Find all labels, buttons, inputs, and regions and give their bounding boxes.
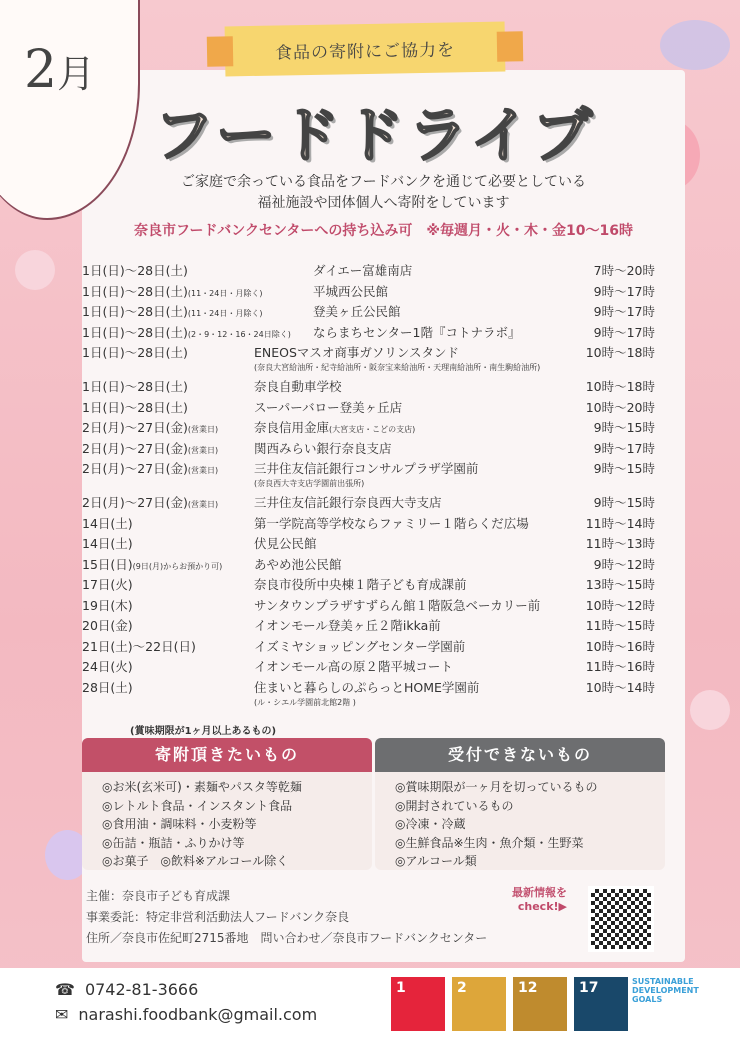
schedule-venue: 三井住友信託銀行コンサルプラザ学園前 (奈良西大寺支店学園前出張所) xyxy=(254,461,479,488)
schedule-date: 2日(月)〜27日(金)(営業日) xyxy=(82,495,219,510)
schedule-time: 10時〜20時 xyxy=(585,399,655,415)
wanted-box xyxy=(82,738,372,870)
schedule-time: 11時〜14時 xyxy=(585,515,655,531)
schedule-row xyxy=(82,617,655,638)
schedule-date: 1日(日)〜28日(土)(11・24日・月除く) xyxy=(82,283,263,299)
schedule-time: 9時〜17時 xyxy=(593,324,655,340)
schedule-venue: 登美ヶ丘公民館 xyxy=(313,304,401,319)
schedule-time: 11時〜13時 xyxy=(585,536,655,551)
mail-icon: ✉ xyxy=(55,1005,69,1024)
list-item: ◎食用油・調味料・小麦粉等 xyxy=(102,817,257,831)
list-item: ◎お米(玄米可)・素麺やパスタ等乾麺 xyxy=(102,780,302,794)
list-item: ◎開封されているもの xyxy=(395,798,514,813)
page-title: フードドライブ xyxy=(153,101,597,171)
schedule-date: 19日(木) xyxy=(82,597,133,613)
lead-text: ご家庭で余っている食品をフードバンクを通じて必要としている 福祉施設や団体個人へ寄附をしています xyxy=(180,174,587,211)
schedule-venue: ENEOSマスオ商事ガソリンスタンド (奈良大宮給油所・紀寺給油所・阪奈宝来給油所・天理南給油所・南生駒給油所) xyxy=(254,345,541,372)
schedule-venue: 関西みらい銀行奈良支店 xyxy=(254,440,392,456)
schedule-venue: 奈良自動車学校 xyxy=(254,379,342,394)
schedule-venue: 住まいと暮らしのぷらっとHOME学園前 (ル・シエル学園前北館2階 ) xyxy=(254,679,480,707)
schedule-venue: 平城西公民館 xyxy=(313,283,389,299)
commissioned: 事業委託：特定非営利活動法人フードバンク奈良 xyxy=(86,910,350,924)
schedule-time: 10時〜18時 xyxy=(585,379,655,394)
schedule-date: 1日(日)〜28日(土) xyxy=(82,263,188,278)
schedule-row xyxy=(82,460,655,494)
schedule-venue: 第一学院高等学校ならファミリー１階らくだ広場 xyxy=(254,515,529,531)
schedule-row xyxy=(82,283,655,304)
list-item: ◎お菓子 ◎飲料※アルコール除く xyxy=(102,854,289,868)
flower-illustration xyxy=(690,690,730,730)
expiry-note: (賞味期限が1ヶ月以上あるもの) xyxy=(130,726,277,737)
sdg-goal-icon: 1 xyxy=(391,977,445,1031)
schedule-row xyxy=(82,535,655,556)
schedule-venue: 奈良市役所中央棟１階子ども育成課前 xyxy=(254,577,467,592)
list-item: ◎缶詰・瓶詰・ふりかけ等 xyxy=(102,835,245,850)
schedule-time: 9時〜15時 xyxy=(593,461,655,476)
schedule-date: 1日(日)〜28日(土)(11・24日・月除く) xyxy=(82,304,263,319)
schedule-date: 14日(土) xyxy=(82,536,133,551)
schedule-time: 10時〜16時 xyxy=(585,638,655,654)
check-latest: 最新情報を check!▶ xyxy=(512,886,567,913)
schedule-row xyxy=(82,638,655,659)
sdg-goal-icon: 17 xyxy=(574,977,628,1031)
schedule-row xyxy=(82,494,655,515)
schedule-row xyxy=(82,658,655,679)
schedule-row xyxy=(82,597,655,618)
not-accepted-title: 受付できないもの xyxy=(375,738,665,772)
butterfly-illustration xyxy=(660,20,730,70)
flower-illustration xyxy=(15,250,55,290)
schedule-venue: あやめ池公民館 xyxy=(254,556,342,572)
schedule-list xyxy=(82,262,655,713)
schedule-time: 13時〜15時 xyxy=(585,577,655,592)
schedule-row xyxy=(82,679,655,713)
address: 住所／奈良市佐紀町2715番地 問い合わせ／奈良市フードバンクセンター xyxy=(86,931,488,945)
schedule-time: 11時〜15時 xyxy=(585,618,655,633)
schedule-date: 1日(日)〜28日(土) xyxy=(82,345,188,360)
ribbon-banner: 食品の寄附にご協力を xyxy=(225,22,506,77)
schedule-venue: 伏見公民館 xyxy=(254,536,317,551)
schedule-venue: スーパーバロー登美ヶ丘店 xyxy=(254,399,403,415)
schedule-time: 11時〜16時 xyxy=(585,659,655,674)
schedule-venue: イオンモール高の原２階平城コート xyxy=(254,659,453,674)
sdgs-logo: SUSTAINABLE DEVELOPMENT GOALS xyxy=(632,977,699,1004)
carry-in-note: 奈良市フードバンクセンターへの持ち込み可 ※毎週月・火・木・金10〜16時 xyxy=(133,223,634,239)
schedule-row xyxy=(82,344,655,378)
schedule-date: 28日(土) xyxy=(82,679,133,695)
schedule-venue: 三井住友信託銀行奈良西大寺支店 xyxy=(254,495,442,510)
schedule-row xyxy=(82,303,655,324)
list-item: ◎レトルト食品・インスタント食品 xyxy=(102,798,293,813)
schedule-venue: ダイエー富雄南店 xyxy=(313,263,413,278)
schedule-date: 20日(金) xyxy=(82,618,133,633)
schedule-date: 2日(月)〜27日(金)(営業日) xyxy=(82,420,219,435)
schedule-row xyxy=(82,419,655,440)
schedule-venue: イズミヤショッピングセンター学園前 xyxy=(254,638,466,654)
organizer: 主催：奈良市子ども育成課 xyxy=(86,889,231,903)
email[interactable]: ✉ narashi.foodbank@gmail.com xyxy=(55,1005,318,1024)
list-item: ◎賞味期限が一ヶ月を切っているもの xyxy=(395,780,598,794)
footer-info xyxy=(86,886,487,949)
schedule-date: 2日(月)〜27日(金)(営業日) xyxy=(82,440,219,456)
wanted-title: 寄附頂きたいもの xyxy=(82,738,372,772)
phone: ☎ 0742-81-3666 xyxy=(55,980,199,999)
schedule-row xyxy=(82,440,655,461)
schedule-row xyxy=(82,576,655,597)
schedule-row xyxy=(82,378,655,399)
schedule-row xyxy=(82,324,655,345)
list-item: ◎生鮮食品※生肉・魚介類・生野菜 xyxy=(395,835,584,850)
schedule-date: 15日(日)(9日(月)からお預かり可) xyxy=(82,556,223,572)
schedule-time: 9時〜17時 xyxy=(593,283,655,299)
schedule-time: 9時〜17時 xyxy=(593,304,655,319)
sdg-goal-icon: 12 xyxy=(513,977,567,1031)
schedule-row xyxy=(82,262,655,283)
schedule-time: 9時〜17時 xyxy=(593,440,655,456)
schedule-venue: イオンモール登美ヶ丘２階ikka前 xyxy=(254,618,441,633)
schedule-date: 1日(日)〜28日(土) xyxy=(82,379,188,394)
schedule-date: 21日(土)〜22日(日) xyxy=(82,638,196,654)
not-accepted-box xyxy=(375,738,665,870)
list-item: ◎アルコール類 xyxy=(395,854,477,868)
schedule-date: 24日(火) xyxy=(82,659,133,674)
schedule-date: 1日(日)〜28日(土) xyxy=(82,399,188,415)
schedule-venue: 奈良信用金庫(大宮支店・こどの支店) xyxy=(254,420,416,435)
schedule-row xyxy=(82,556,655,577)
list-item: ◎冷凍・冷蔵 xyxy=(395,817,466,831)
schedule-row xyxy=(82,399,655,420)
schedule-time: 9時〜15時 xyxy=(593,495,655,510)
schedule-venue: ならまちセンター1階『コトナラボ』 xyxy=(313,324,521,340)
schedule-date: 1日(日)〜28日(土)(2・9・12・16・24日除く) xyxy=(82,324,291,340)
schedule-time: 7時〜20時 xyxy=(593,263,655,278)
schedule-date: 2日(月)〜27日(金)(営業日) xyxy=(82,461,219,476)
schedule-time: 10時〜18時 xyxy=(585,345,655,360)
schedule-time: 10時〜14時 xyxy=(585,679,655,695)
schedule-time: 10時〜12時 xyxy=(585,597,655,613)
schedule-time: 9時〜12時 xyxy=(593,556,655,572)
schedule-venue: サンタウンプラザすずらん館１階阪急ベーカリー前 xyxy=(254,597,541,613)
month-label: 2月 xyxy=(24,40,96,100)
sdg-goal-icon: 2 xyxy=(452,977,506,1031)
schedule-row xyxy=(82,515,655,536)
qr-code[interactable] xyxy=(588,886,654,952)
phone-icon: ☎ xyxy=(55,980,75,999)
schedule-time: 9時〜15時 xyxy=(593,420,655,435)
schedule-date: 14日(土) xyxy=(82,515,133,531)
schedule-date: 17日(火) xyxy=(82,577,133,592)
